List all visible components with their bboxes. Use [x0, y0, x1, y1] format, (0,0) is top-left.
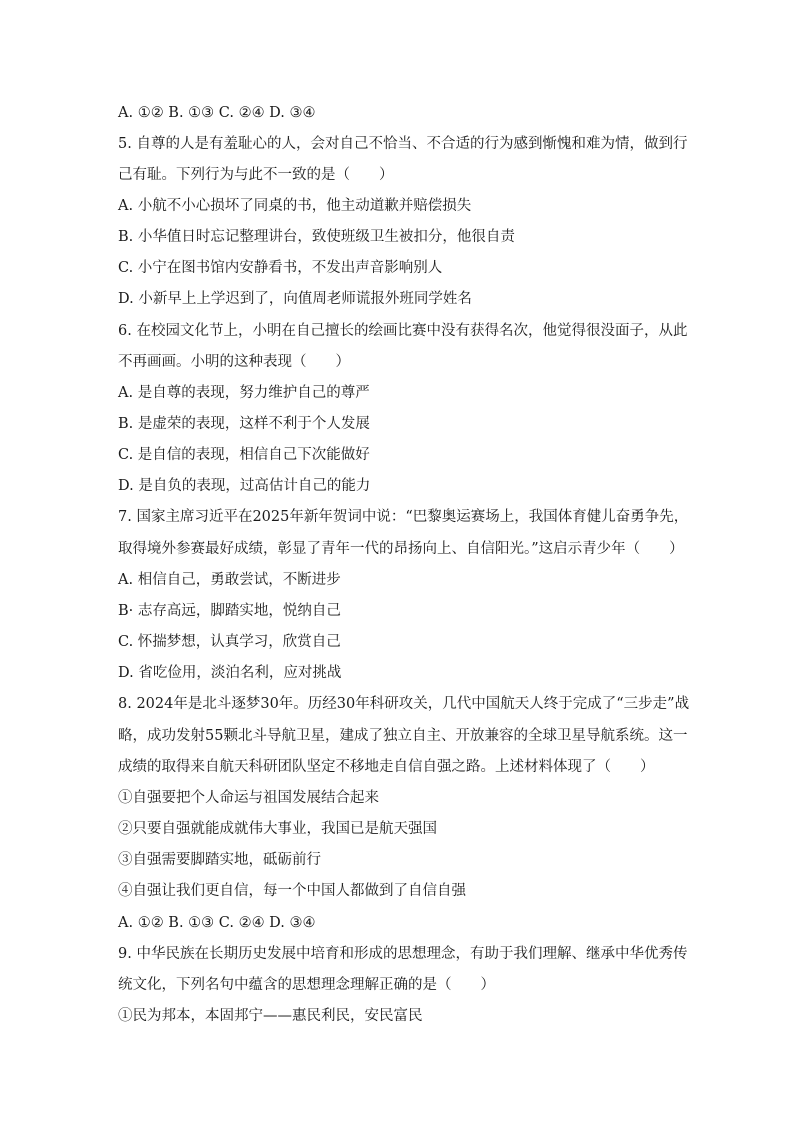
q4-options: A. ①② B. ①③ C. ②④ D. ③④: [118, 105, 316, 121]
q9-stem-line-2: 统文化，下列名句中蕴含的思想理念理解正确的是（ ）: [118, 977, 495, 993]
q8-stem-line-1: 8. 2024年是北斗逐梦30年。历经30年科研攻关，几代中国航天人终于完成了“三步走”战: [118, 696, 690, 712]
q7-stem-line-1: 7. 国家主席习近平在2025年新年贺词中说：“巴黎奥运赛场上，我国体育健儿奋勇争先，: [118, 509, 689, 525]
q6-option-a: A. 是自尊的表现，努力维护自己的尊严: [118, 385, 370, 401]
q8-options: A. ①② B. ①③ C. ②④ D. ③④: [118, 915, 316, 931]
q6-stem-line-1: 6. 在校园文化节上，小明在自己擅长的绘画比赛中没有获得名次，他觉得很没面子，从此: [118, 323, 688, 339]
q7-option-b: B· 志存高远，脚踏实地，悦纳自己: [118, 603, 341, 619]
q5-option-b: B. 小华值日时忘记整理讲台，致使班级卫生被扣分，他很自责: [118, 229, 515, 245]
q5-option-a: A. 小航不小心损坏了同桌的书，他主动道歉并赔偿损失: [118, 198, 472, 214]
q7-option-c: C. 怀揣梦想，认真学习，欣赏自己: [118, 634, 341, 650]
q8-statement-1: ①自强要把个人命运与祖国发展结合起来: [118, 790, 379, 806]
q5-stem-line-1: 5. 自尊的人是有羞耻心的人，会对自己不恰当、不合适的行为感到惭愧和难为情，做到行: [118, 136, 688, 152]
q5-option-d: D. 小新早上上学迟到了，向值周老师谎报外班同学姓名: [118, 291, 472, 307]
q8-stem-line-2: 略，成功发射55颗北斗导航卫星，建成了独立自主、开放兼容的全球卫星导航系统。这一: [118, 728, 688, 744]
q8-statement-3: ③自强需要脚踏实地，砥砺前行: [118, 852, 321, 868]
q6-option-b: B. 是虚荣的表现，这样不利于个人发展: [118, 416, 370, 432]
q8-statement-2: ②只要自强就能成就伟大事业，我国已是航天强国: [118, 821, 437, 837]
q7-stem-line-2: 取得境外参赛最好成绩，彰显了青年一代的昂扬向上、自信阳光。”这启示青少年（ ）: [118, 541, 684, 557]
q7-option-a: A. 相信自己，勇敢尝试，不断进步: [118, 572, 341, 588]
q5-option-c: C. 小宁在图书馆内安静看书，不发出声音影响别人: [118, 260, 443, 276]
q8-statement-4: ④自强让我们更自信，每一个中国人都做到了自信自强: [118, 883, 466, 899]
q6-option-d: D. 是自负的表现，过高估计自己的能力: [118, 478, 371, 494]
q8-stem-line-3: 成绩的取得来自航天科研团队坚定不移地走自信自强之路。上述材料体现了（ ）: [118, 759, 655, 775]
q9-statement-1: ①民为邦本，本固邦宁——惠民利民，安民富民: [118, 1008, 423, 1024]
q9-stem-line-1: 9. 中华民族在长期历史发展中培育和形成的思想理念，有助于我们理解、继承中华优秀传: [118, 946, 688, 962]
q6-stem-line-2: 不再画画。小明的这种表现（ ）: [118, 354, 350, 370]
q7-option-d: D. 省吃俭用，淡泊名利，应对挑战: [118, 665, 342, 681]
q5-stem-line-2: 己有耻。下列行为与此不一致的是（ ）: [118, 167, 394, 183]
q6-option-c: C. 是自信的表现，相信自己下次能做好: [118, 447, 370, 463]
